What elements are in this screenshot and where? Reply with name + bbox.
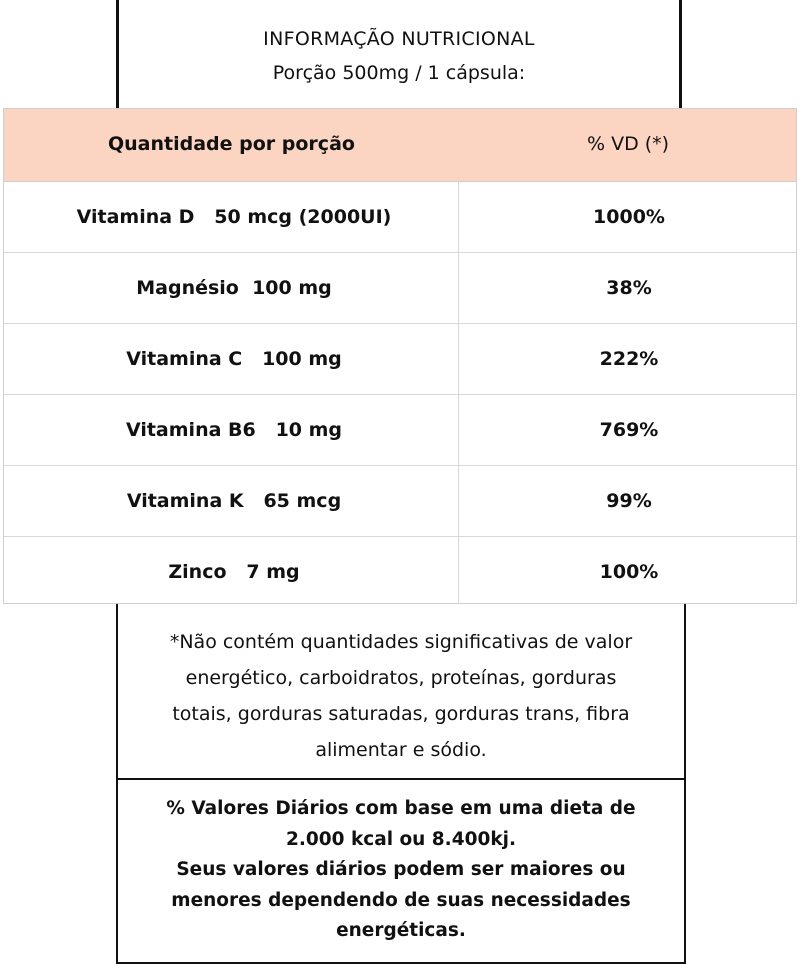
daily-values-line: Seus valores diários podem ser maiores ou: [176, 859, 626, 880]
serving-size: Porção 500mg / 1 cápsula:: [272, 62, 526, 84]
nutrient-amount: Vitamina B6 10 mg: [125, 419, 343, 441]
vd-value: 222%: [599, 348, 659, 370]
daily-values-box: [116, 780, 686, 964]
vd-value: 1000%: [593, 206, 665, 228]
daily-values-line: menores dependendo de suas necessidades: [171, 889, 631, 911]
footnote-line: alimentar e sódio.: [315, 739, 487, 761]
nutrient-amount: Vitamina C 100 mg: [126, 348, 342, 370]
table-header: [4, 109, 796, 182]
nutrient-amount: Vitamina D 50 mcg (2000UI): [76, 206, 392, 228]
table-row: [4, 537, 796, 603]
vd-value: 100%: [599, 561, 659, 583]
footnote-line: *Não contém quantidades significativas de valor: [169, 631, 633, 653]
footnote-box: [116, 604, 686, 780]
nutrition-header: [116, 0, 682, 108]
daily-values-line: 2.000 kcal ou 8.400kj.: [285, 828, 516, 850]
table-row: [4, 324, 796, 395]
daily-values-line: % Valores Diários com base em uma dieta de: [166, 798, 636, 819]
nutrient-amount: Vitamina K 65 mcg: [126, 490, 342, 512]
nutrient-amount: Magnésio 100 mg: [136, 277, 332, 299]
daily-values-text: [124, 794, 678, 947]
footnote-line: energético, carboidratos, proteínas, gorduras: [185, 667, 617, 689]
vd-value: 38%: [606, 277, 652, 299]
column-header-vd: % VD (*): [587, 133, 670, 155]
page-title: INFORMAÇÃO NUTRICIONAL: [263, 28, 535, 50]
vd-value: 769%: [599, 419, 659, 441]
table-row: [4, 253, 796, 324]
vd-value: 99%: [606, 490, 652, 512]
nutrition-table: [3, 108, 797, 604]
footnote-line: totais, gorduras saturadas, gorduras trans, fibra: [172, 703, 630, 725]
column-header-quantity: Quantidade por porção: [108, 133, 355, 155]
table-row: [4, 182, 796, 253]
footnote-text: [132, 624, 670, 768]
nutrient-amount: Zinco 7 mg: [168, 561, 300, 583]
table-row: [4, 466, 796, 537]
table-row: [4, 395, 796, 466]
daily-values-line: energéticas.: [336, 920, 466, 941]
